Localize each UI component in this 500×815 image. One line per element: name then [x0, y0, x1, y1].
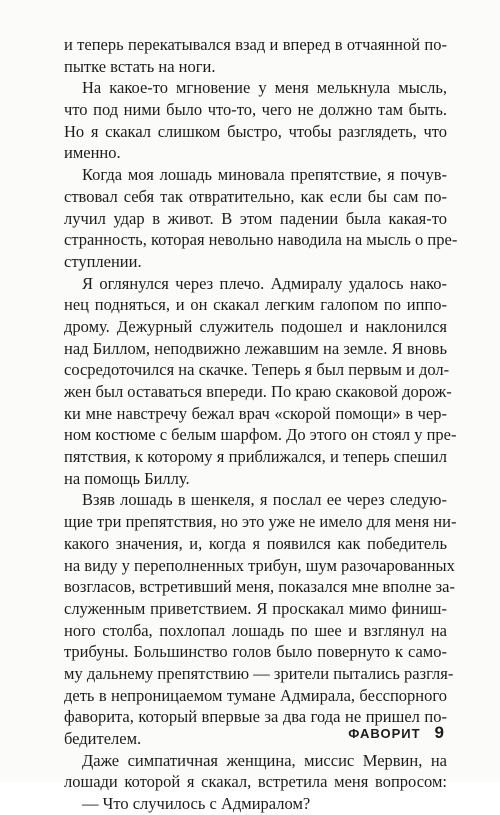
text-line: какого значения, и, когда я появился как победитель	[64, 533, 447, 553]
text-line: Даже симпатичная женщина, миссис Мервин, на	[82, 750, 447, 770]
text-line: над Биллом, неподвижно лежавшим на земле. Я вновь	[64, 338, 447, 358]
text-line: дрому. Дежурный служитель подошел и наклонился	[64, 316, 447, 336]
text-line: — Что случилось с Адмиралом?	[82, 794, 311, 814]
text-line: фаворита, который впервые за два года не пришел по-	[64, 707, 447, 727]
text-line: Взяв лошадь в шенкеля, я послал ее через следую-	[82, 490, 447, 510]
text-line: ном костюме с белым шарфом. До этого он стоял у пре-	[64, 425, 457, 445]
text-line: странность, которая невольно наводила на мысль о пре-	[64, 230, 458, 250]
text-line: служенным приветствием. Я проскакал мимо финиш-	[64, 598, 447, 618]
text-line: нец подняться, и он скакал легким галопом по иппо-	[64, 295, 447, 315]
text-line: деть в непроницаемом тумане Адмирала, бесспорного	[64, 685, 447, 705]
text-line: ного столба, похлопал лошадь по шее и взглянул на	[64, 620, 447, 640]
text-line: пытке встать на ноги.	[64, 56, 216, 76]
text-line: сосредоточился на скачке. Теперь я был первым и дол-	[64, 360, 450, 380]
text-line: возгласов, встретивший меня, показался мне вполне за-	[64, 577, 455, 597]
text-line: и теперь перекатывался взад и вперед в отчаянной по-	[64, 35, 447, 54]
text-line: на помощь Биллу.	[64, 468, 190, 488]
text-line: Когда моя лошадь миновала препятствие, я почув-	[82, 165, 447, 185]
text-line: трибуны. Большинство голов было повернуто к само-	[64, 642, 447, 662]
text-line: пятствия, к которому я приближался, и теперь спешил	[64, 447, 447, 467]
running-head: ФАВОРИТ	[348, 726, 421, 741]
body-text	[64, 34, 458, 815]
text-line: ки мне навстречу бежал врач «скорой помощи» в чер-	[64, 403, 447, 423]
text-line: на виду у переполненных трибун, шум разочарованных	[64, 555, 455, 575]
text-line: ствовал себя так отвратительно, как если бы сам по-	[64, 186, 447, 206]
text-line: именно.	[64, 143, 121, 163]
text-line: жен был оставаться впереди. По краю скаковой дорож-	[64, 382, 452, 401]
text-line: Но я скакал слишком быстро, чтобы разглядеть, что	[64, 121, 447, 141]
text-line: ступлении.	[64, 251, 142, 271]
text-line: му дальнему препятствию — зрители пытались разгля-	[64, 663, 454, 683]
text-line: бедителем.	[64, 729, 142, 748]
page-footer	[348, 723, 444, 743]
text-line: На какое-то мгновение у меня мелькнула мысль,	[82, 78, 447, 98]
text-line: щие три препятствия, но это уже не имело для меня ни-	[64, 512, 457, 532]
text-line: Я оглянулся через плечо. Адмиралу удалось нако-	[82, 273, 447, 293]
page-number: 9	[434, 723, 444, 742]
text-line: что под ними было что-то, чего не должно там быть.	[64, 100, 447, 120]
text-line: лошади которой я скакал, встретила меня вопросом:	[64, 772, 447, 792]
text-line: лучил удар в живот. В этом падении была какая-то	[64, 208, 447, 228]
